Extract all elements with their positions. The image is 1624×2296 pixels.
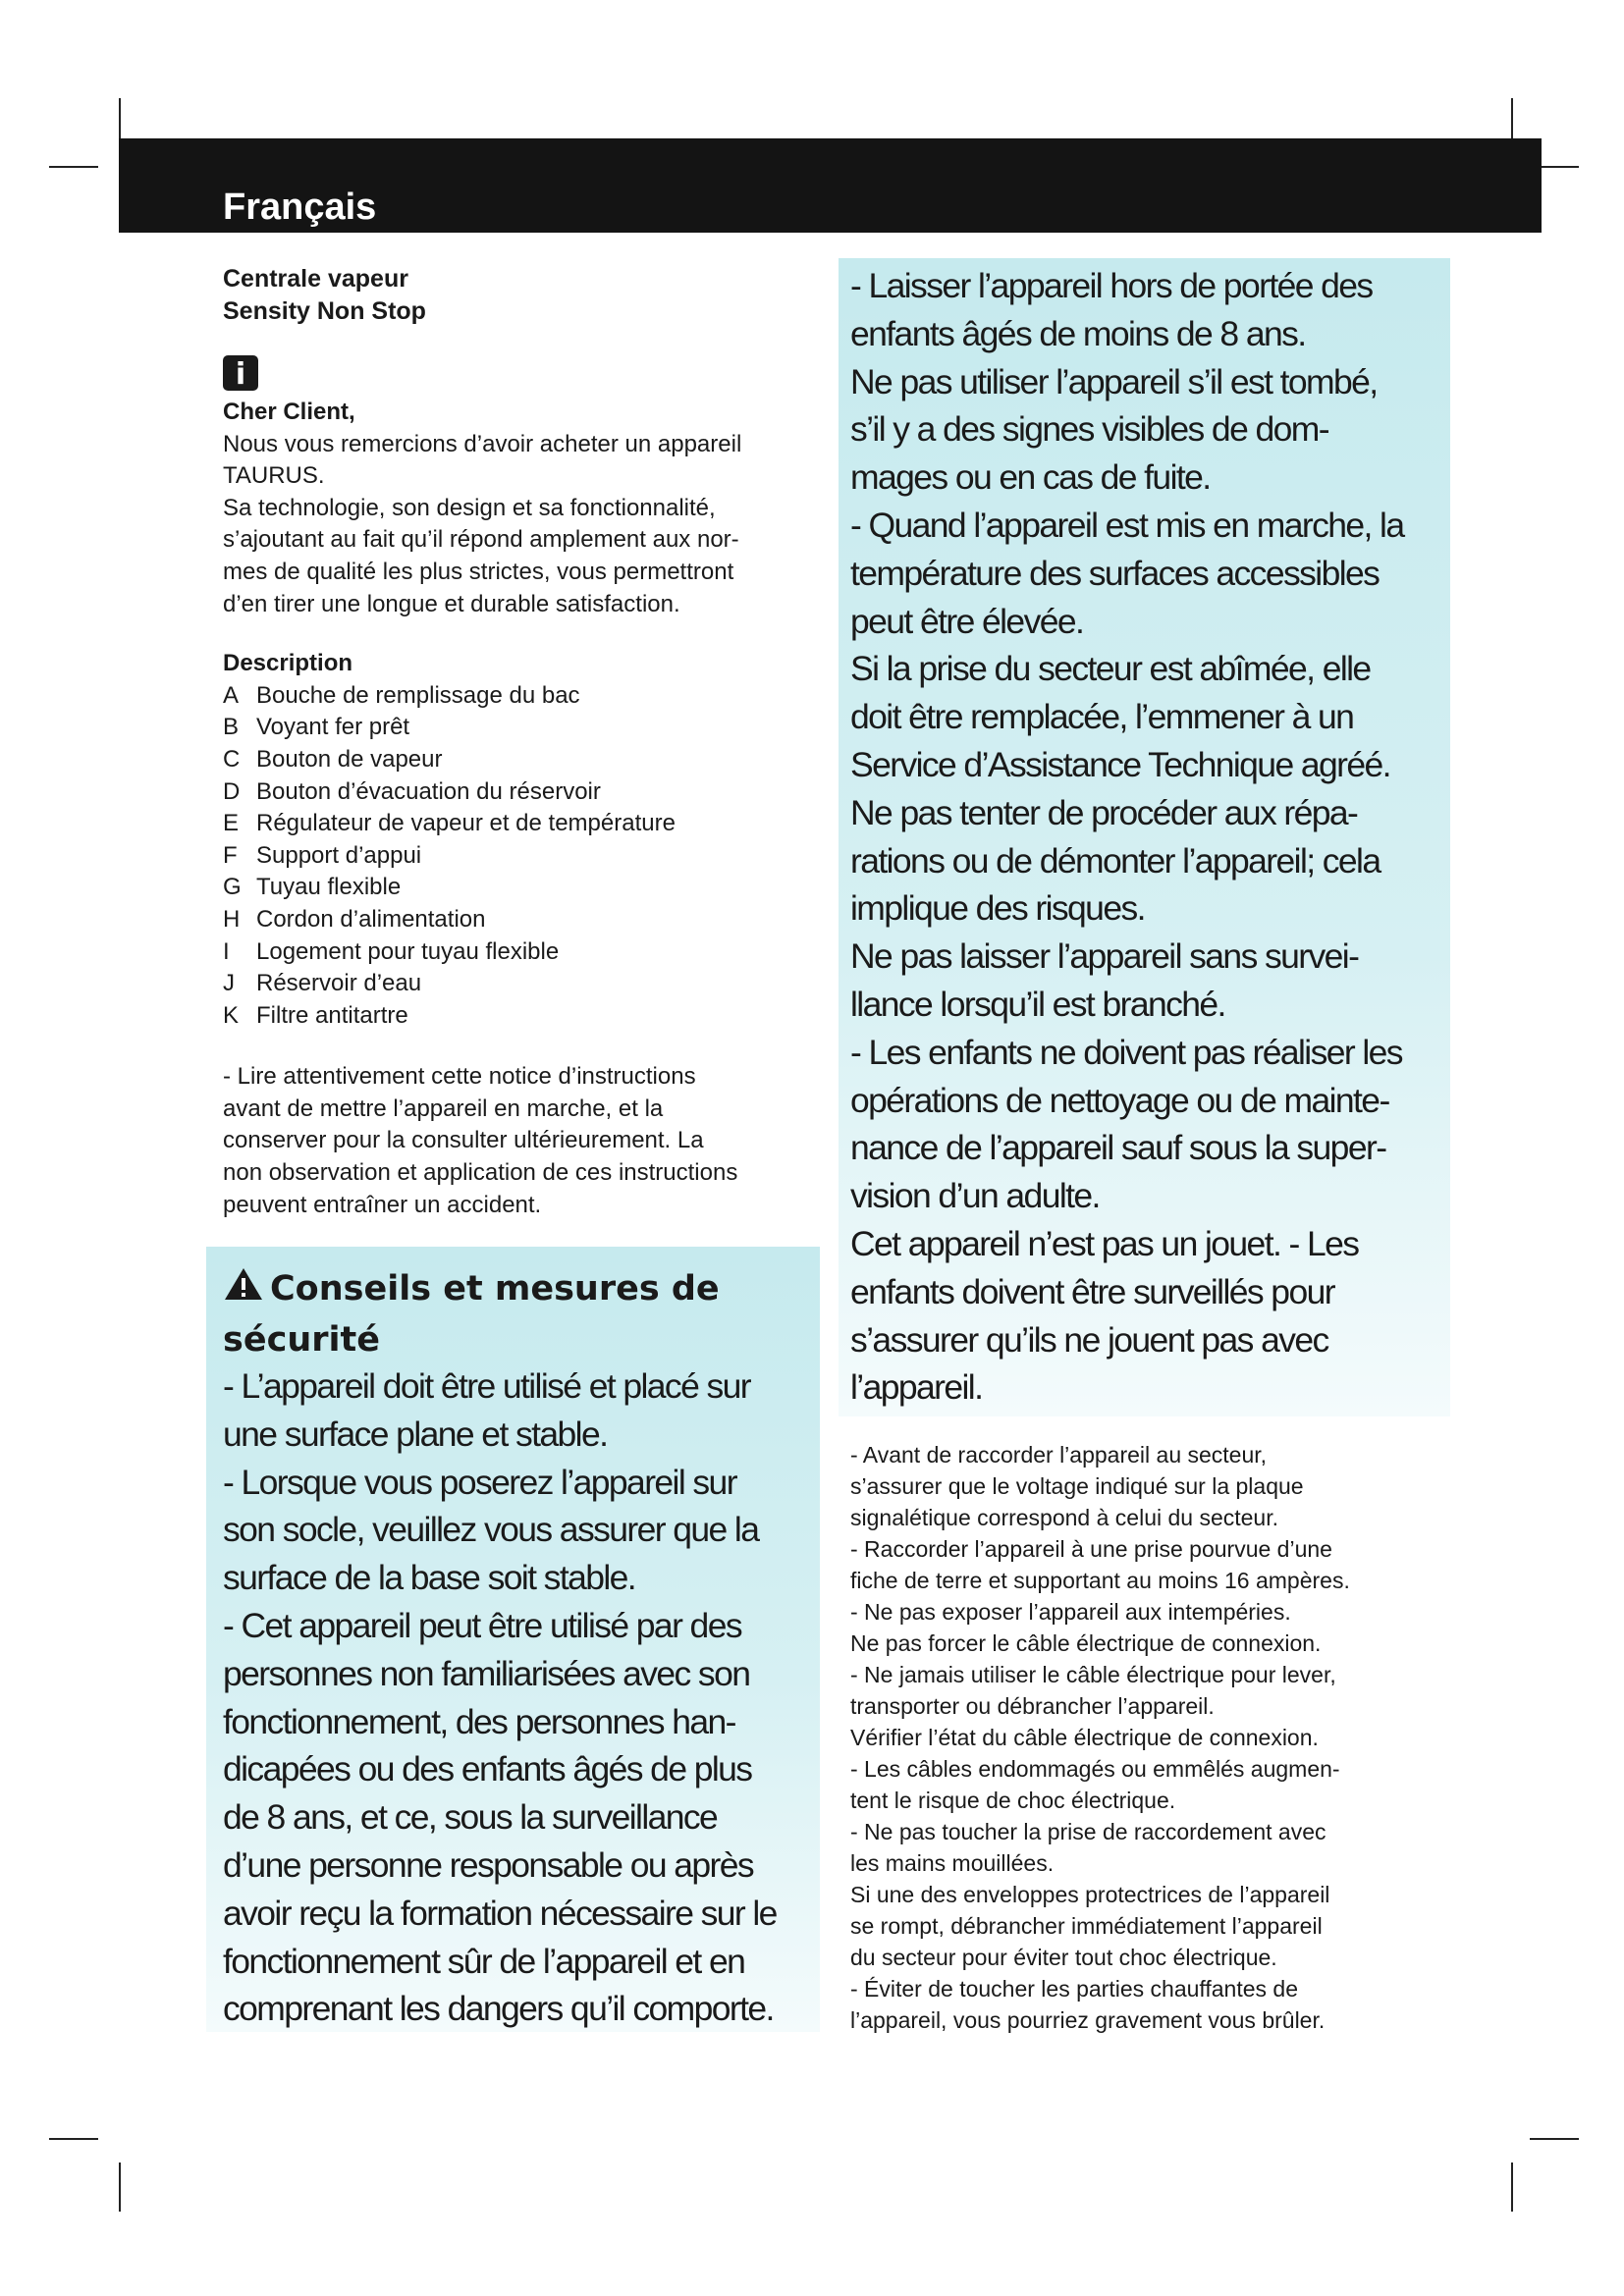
product-type: Centrale vapeur [223,265,408,293]
safety-line: enfants âgés de moins de 8 ans. [850,313,1306,353]
safety-line: fonctionnement sûr de l’appareil et en [223,1941,745,1981]
safety-line: son socle, veuillez vous assurer que la [223,1510,759,1550]
greeting-line: Sa technologie, son design et sa fonctionnalité, [223,494,716,521]
greeting-text [223,429,812,621]
crop-mark [1511,2163,1513,2212]
electrical-line: Si une des enveloppes protectrices de l’appareil [850,1882,1330,1907]
electrical-line: transporter ou débrancher l’appareil. [850,1693,1215,1719]
safety-line: - Quand l’appareil est mis en marche, la [850,505,1404,545]
list-item: J Réservoir d’eau [223,970,422,997]
safety-line: opérations de nettoyage ou de mainte- [850,1080,1389,1120]
safety-line: l’appareil. [850,1367,983,1408]
list-item: F Support d’appui [223,841,422,869]
safety-line: implique des risques. [850,888,1145,929]
electrical-line: - Les câbles endommagés ou emmêlés augmen- [850,1756,1340,1782]
electrical-line: l’appareil, vous pourriez gravement vous brûler. [850,2007,1326,2033]
crop-mark [49,2138,98,2140]
safety-line: fonctionnement, des personnes han- [223,1701,735,1741]
safety-line: Ne pas laisser l’appareil sans survei- [850,936,1359,977]
electrical-line: se rompt, débrancher immédiatement l’appareil [850,1913,1323,1939]
safety-line: enfants doivent être surveillés pour [850,1271,1334,1311]
list-item: D Bouton d’évacuation du réservoir [223,777,601,805]
list-item: A Bouche de remplissage du bac [223,681,580,709]
safety-line: dicapées ou des enfants âgés de plus [223,1749,752,1789]
electrical-line: - Avant de raccorder l’appareil au secteur, [850,1442,1268,1468]
electrical-line: Vérifier l’état du câble électrique de connexion. [850,1725,1319,1750]
list-item: K Filtre antitartre [223,1001,408,1029]
safety-line: - Lorsque vous poserez l’appareil sur [223,1462,736,1502]
electrical-line: signalétique correspond à celui du secteur. [850,1505,1279,1530]
electrical-line: tent le risque de choc électrique. [850,1788,1176,1813]
list-item: C Bouton de vapeur [223,745,443,773]
safety-line: - Laisser l’appareil hors de portée des [850,266,1373,305]
safety-line: comprenant les dangers qu’il comporte. [223,1989,774,2029]
electrical-line: - Ne pas exposer l’appareil aux intempéries. [850,1599,1291,1625]
safety-line: - L’appareil doit être utilisé et placé sur [223,1366,751,1406]
electrical-line: - Ne jamais utiliser le câble électrique pour lever, [850,1662,1336,1687]
safety-line: une surface plane et stable. [223,1414,608,1454]
safety-line: vision d’un adulte. [850,1176,1100,1216]
safety-line: rations ou de démonter l’appareil; cela [850,840,1380,881]
description-list [223,680,812,1033]
safety-text-left [223,1362,832,2033]
safety-line: s’assurer qu’ils ne jouent pas avec [850,1319,1328,1360]
language-header [119,138,1542,233]
electrical-line: - Raccorder l’appareil à une prise pourvue d’une [850,1536,1332,1562]
list-item: I Logement pour tuyau flexible [223,937,560,965]
notice-line: peuvent entraîner un accident. [223,1191,542,1218]
safety-line: nance de l’appareil sauf sous la super- [850,1128,1386,1168]
notice-line: - Lire attentivement cette notice d’instructions [223,1063,696,1091]
safety-line: Service d’Assistance Technique agréé. [850,744,1390,784]
safety-line: d’une personne responsable ou après [223,1844,754,1885]
safety-line: de 8 ans, et ce, sous la surveillance [223,1797,718,1838]
electrical-line: les mains mouillées. [850,1850,1055,1876]
product-model: Sensity Non Stop [223,297,426,325]
electrical-safety-text [850,1439,1449,2036]
crop-mark [49,166,98,168]
greeting-line: Nous vous remercions d’avoir acheter un appareil [223,430,742,457]
greeting-line: s’ajoutant au fait qu’il répond amplement aux nor- [223,526,739,554]
safety-line: avoir reçu la formation nécessaire sur le [223,1893,777,1933]
notice-line: non observation et application de ces instructions [223,1159,738,1187]
safety-line: Ne pas tenter de procéder aux répa- [850,792,1358,832]
info-icon: i [223,355,258,391]
safety-line: llance lorsqu’il est branché. [850,984,1225,1024]
read-notice [223,1061,812,1221]
safety-line: s’il y a des signes visibles de dom- [850,409,1328,450]
safety-line: Si la prise du secteur est abîmée, elle [850,649,1371,689]
electrical-line: fiche de terre et supportant au moins 16 ampères. [850,1568,1350,1593]
safety-line: - Cet appareil peut être utilisé par des [223,1605,741,1645]
notice-line: avant de mettre l’appareil en marche, et la [223,1095,664,1122]
electrical-line: s’assurer que le voltage indiqué sur la plaque [850,1473,1304,1499]
electrical-line: du secteur pour éviter tout choc électrique. [850,1945,1277,1970]
electrical-line: - Ne pas toucher la prise de raccordement avec [850,1819,1326,1844]
safety-line: personnes non familiarisées avec son [223,1653,750,1693]
warning-triangle-icon [223,1266,264,1315]
safety-title: Conseils et mesures de sécurité [223,1264,812,1364]
list-item: B Voyant fer prêt [223,714,410,741]
list-item: H Cordon d’alimentation [223,905,486,933]
safety-line: surface de la base soit stable. [223,1558,636,1598]
greeting-title: Cher Client, [223,399,355,425]
safety-line: Ne pas utiliser l’appareil s’il est tombé, [850,361,1378,401]
greeting-line: d’en tirer une longue et durable satisfaction. [223,590,680,617]
list-item: G Tuyau flexible [223,874,402,901]
language-title: Français [223,187,377,228]
crop-mark [1530,2138,1579,2140]
notice-line: conserver pour la consulter ultérieurement. La [223,1127,704,1154]
safety-line: température des surfaces accessibles [850,553,1380,593]
safety-line: Cet appareil n’est pas un jouet. - Les [850,1223,1359,1263]
safety-line: mages ou en cas de fuite. [850,457,1211,498]
description-title: Description [223,650,353,677]
intro-column [223,263,812,1221]
electrical-line: - Éviter de toucher les parties chauffantes de [850,1976,1299,2002]
safety-line: - Les enfants ne doivent pas réaliser les [850,1032,1402,1072]
crop-mark [119,2163,121,2212]
electrical-line: Ne pas forcer le câble électrique de connexion. [850,1630,1322,1656]
safety-line: doit être remplacée, l’emmener à un [850,697,1354,737]
list-item: E Régulateur de vapeur et de température [223,810,676,837]
greeting-line: mes de qualité les plus strictes, vous permettront [223,558,734,585]
safety-line: peut être élevée. [850,601,1084,641]
safety-text-right [850,262,1459,1412]
greeting-line: TAURUS. [223,462,325,490]
